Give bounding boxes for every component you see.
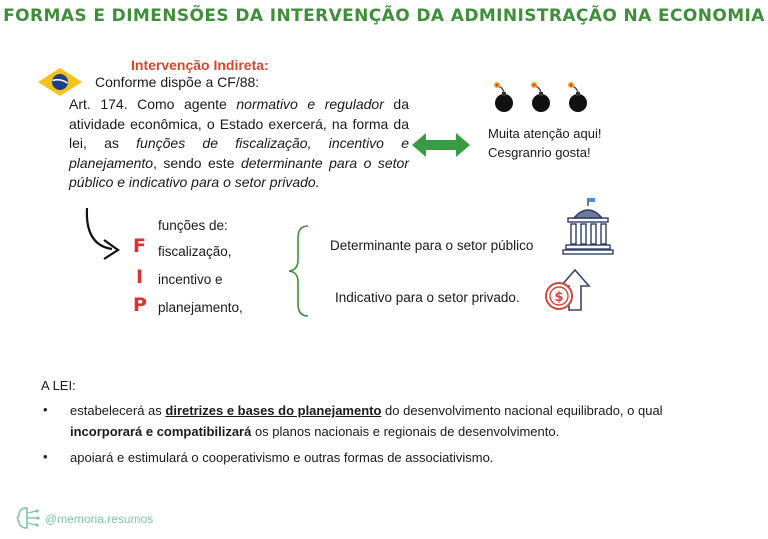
indicativo-text: Indicativo para o setor privado. — [335, 290, 520, 305]
brand-handle: @memoria.resumos — [45, 512, 154, 526]
page-title: FORMAS E DIMENSÕES DA INTERVENÇÃO DA ADMINISTRAÇÃO NA ECONOMIA — [3, 6, 765, 26]
warning-note — [488, 124, 601, 162]
warning-line-1: Muita atenção aqui! — [488, 126, 602, 141]
fip-word-incentivo: incentivo e — [158, 272, 223, 287]
warning-line-2: Cesgranrio gosta! — [488, 145, 591, 160]
determinante-text: Determinante para o setor público — [330, 238, 534, 253]
article-174-text: Art. 174. Como agente normativo e regulador da atividade econômica, o Estado exercerá, na forma da lei, as funções de fiscalização, incentivo e planejamento, sendo este determinante para o setor público e indicativo para o setor privado. — [69, 96, 409, 190]
fip-letter-f: F — [133, 235, 146, 257]
svg-text:$: $ — [554, 290, 564, 305]
lei-bullet-2: apoiará e estimulará o cooperativismo e outras formas de associativismo. — [70, 450, 494, 465]
lei-heading: A LEI: — [41, 378, 76, 393]
brain-logo-icon — [14, 505, 40, 531]
fip-word-planejamento: planejamento, — [158, 300, 243, 315]
bullet-icon: • — [43, 449, 48, 464]
fip-letter-p: P — [133, 294, 147, 316]
government-building-icon — [560, 196, 616, 256]
functions-heading: funções de: — [158, 218, 228, 233]
fip-letter-i: I — [136, 266, 144, 288]
conforme-text: Conforme dispõe a CF/88: — [95, 74, 260, 90]
money-growth-icon — [543, 266, 593, 314]
curly-brace — [286, 224, 312, 318]
fip-word-fiscalizacao: fiscalização, — [158, 244, 232, 259]
double-arrow-icon — [412, 131, 470, 159]
bullet-icon: • — [43, 402, 48, 417]
brazil-flag-icon — [36, 66, 84, 98]
lei-bullet-1: estabelecerá as diretrizes e bases do planejamento do desenvolvimento nacional equilibrado, o qual incorporará e compatibilizará os planos nacionais e regionais de desenvolvimento. — [70, 403, 663, 439]
bombs-icon — [490, 79, 596, 115]
curved-arrow-icon — [82, 205, 132, 263]
section-subtitle: Intervenção Indireta: — [131, 57, 269, 73]
